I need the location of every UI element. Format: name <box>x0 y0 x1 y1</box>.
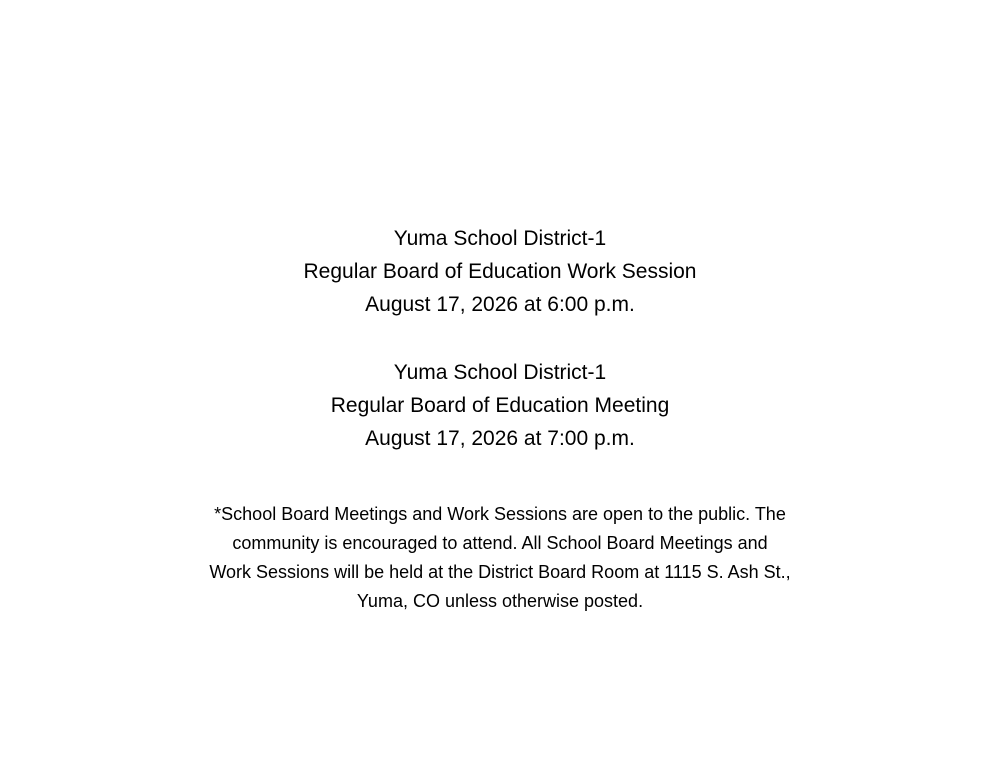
meeting-announcement <box>0 356 1000 455</box>
notice-line: Yuma, CO unless otherwise posted. <box>356 591 644 611</box>
notice-line: Work Sessions will be held at the District Board Room at 1115 S. Ash St., <box>209 562 791 582</box>
public-notice <box>150 500 850 616</box>
work-session-title: Regular Board of Education Work Session <box>303 260 697 283</box>
meeting-title: Regular Board of Education Meeting <box>330 394 670 417</box>
meeting-datetime: August 17, 2026 at 7:00 p.m. <box>365 427 635 450</box>
work-session-announcement <box>0 222 1000 321</box>
notice-line: community is encouraged to attend. All School Board Meetings and <box>232 533 768 553</box>
work-session-datetime: August 17, 2026 at 6:00 p.m. <box>365 293 635 316</box>
meeting-district: Yuma School District-1 <box>393 361 607 384</box>
work-session-district: Yuma School District-1 <box>393 227 607 250</box>
notice-line: *School Board Meetings and Work Sessions are open to the public. The <box>214 504 786 524</box>
